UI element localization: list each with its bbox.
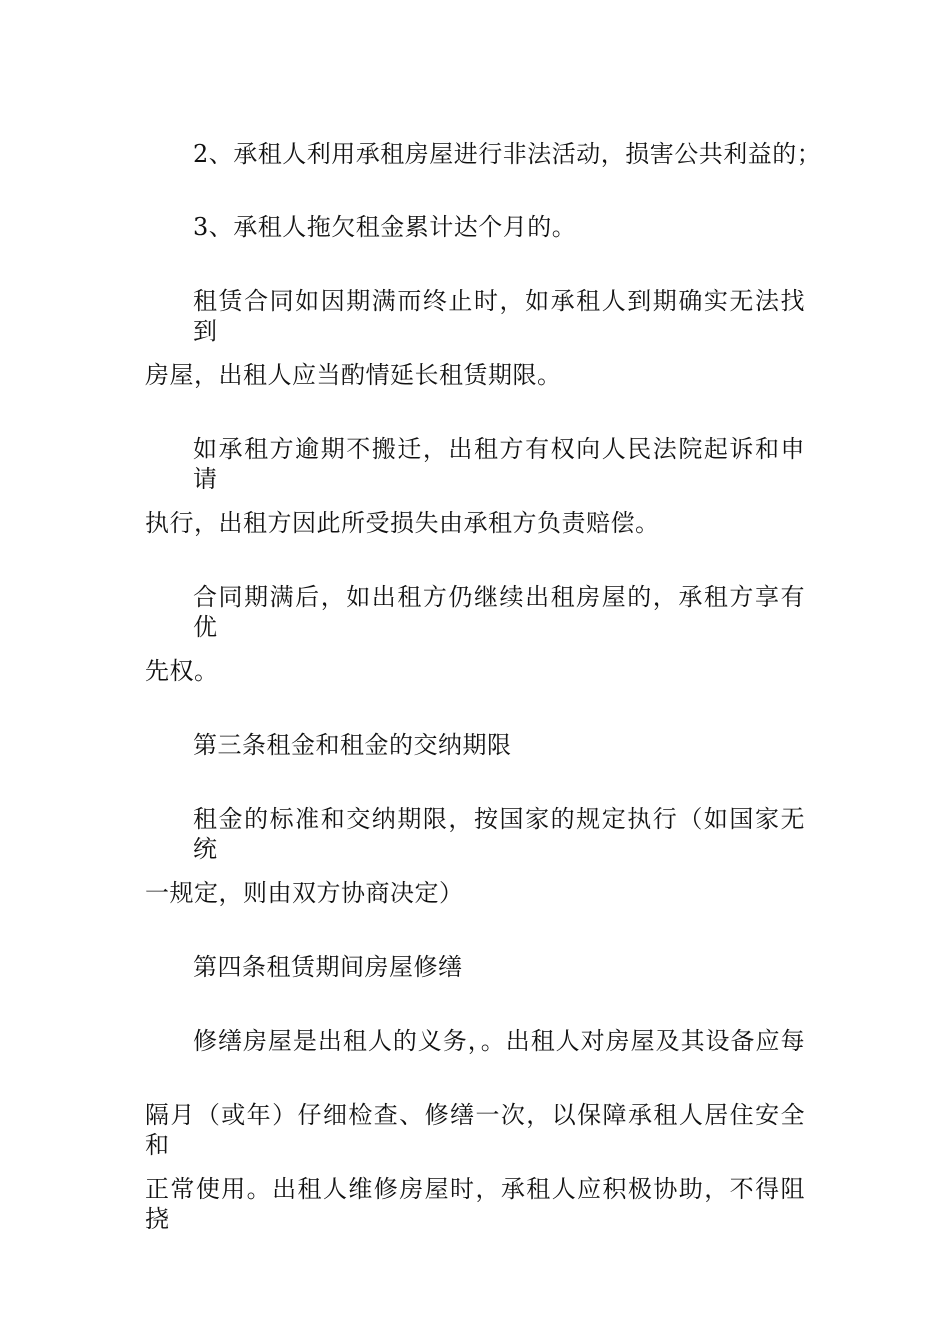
text-line-10: 租金的标准和交纳期限，按国家的规定执行（如国家无统 <box>193 805 805 863</box>
text-line-15: 正常使用。出租人维修房屋时，承租人应积极协助，不得阻挠 <box>145 1175 805 1233</box>
text-line-2: 3、承租人拖欠租金累计达个月的。 <box>193 213 577 241</box>
text-line-1: 2、承租人利用承租房屋进行非法活动，损害公共利益的； <box>193 140 822 168</box>
text-line-4: 房屋，出租人应当酌情延长租赁期限。 <box>145 361 562 389</box>
text-line-6: 执行，出租方因此所受损失由承租方负责赔偿。 <box>145 509 660 537</box>
section-heading-3: 第三条租金和租金的交纳期限 <box>193 731 512 759</box>
text-line-8: 先权。 <box>145 657 219 685</box>
text-line-5: 如承租方逾期不搬迁，出租方有权向人民法院起诉和申请 <box>193 435 805 493</box>
text-line-3: 租赁合同如因期满而终止时，如承租人到期确实无法找到 <box>193 287 805 345</box>
text-line-13: 修缮房屋是出租人的义务，。出租人对房屋及其设备应每 <box>193 1027 805 1055</box>
section-heading-4: 第四条租赁期间房屋修缮 <box>193 953 463 981</box>
text-line-7: 合同期满后，如出租方仍继续出租房屋的，承租方享有优 <box>193 583 805 641</box>
text-line-14: 隔月（或年）仔细检查、修缮一次，以保障承租人居住安全和 <box>145 1101 805 1159</box>
text-line-11: 一规定，则由双方协商决定） <box>145 879 464 907</box>
